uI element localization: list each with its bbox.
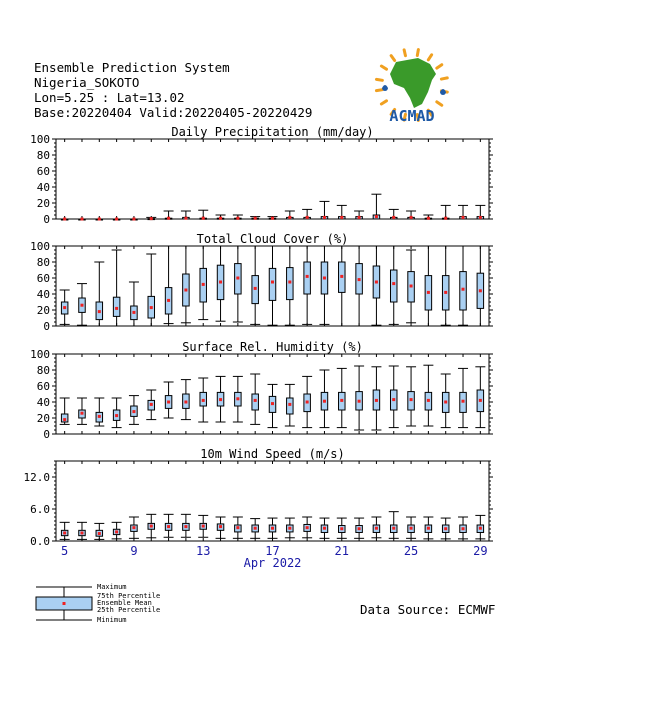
x-axis-title: Apr 2022 [243, 556, 302, 570]
mean-marker [184, 525, 187, 528]
logo-ray [441, 78, 447, 79]
panel-title: Daily Precipitation (mm/day) [171, 125, 374, 139]
mean-marker [323, 277, 326, 280]
mean-marker [427, 527, 430, 530]
y-tick-label: 80 [36, 149, 50, 162]
mean-marker [254, 217, 257, 220]
x-axis-labels [61, 544, 488, 570]
y-tick-label: 80 [36, 256, 50, 269]
header-dates: Base:20220404 Valid:20220405-20220429 [34, 105, 313, 120]
mean-marker [115, 414, 118, 417]
mean-marker [63, 532, 66, 535]
logo-ray [381, 66, 386, 69]
mean-marker [358, 527, 361, 530]
mean-marker [132, 410, 135, 413]
mean-marker [219, 217, 222, 220]
header-coords: Lon=5.25 : Lat=13.02 [34, 90, 185, 105]
y-tick-label: 100 [30, 348, 50, 361]
header-station: Nigeria_SOKOTO [34, 75, 140, 90]
y-tick-label: 60 [36, 272, 50, 285]
logo-ray [417, 50, 418, 56]
mean-marker [410, 216, 413, 219]
mean-marker [132, 526, 135, 529]
y-tick-label: 0.0 [30, 535, 50, 548]
mean-marker [236, 277, 239, 280]
panel-title: Total Cloud Cover (%) [196, 232, 349, 246]
y-tick-label: 20 [36, 412, 50, 425]
mean-marker [462, 527, 465, 530]
mean-marker [323, 527, 326, 530]
mean-marker [271, 527, 274, 530]
mean-marker [392, 282, 395, 285]
logo-ray [376, 79, 382, 80]
iqr-box [269, 268, 276, 300]
mean-marker [462, 400, 465, 403]
mean-marker [392, 398, 395, 401]
panel-frame [56, 139, 489, 219]
mean-marker [306, 216, 309, 219]
mean-marker [98, 218, 101, 221]
mean-marker [375, 215, 378, 218]
mean-marker [375, 281, 378, 284]
mean-marker [288, 403, 291, 406]
mean-marker [444, 291, 447, 294]
mean-marker [254, 399, 257, 402]
legend-glyph [36, 587, 92, 620]
mean-marker [340, 275, 343, 278]
mean-marker [202, 217, 205, 220]
y-tick-label: 60 [36, 165, 50, 178]
mean-marker [479, 399, 482, 402]
y-tick-label: 80 [36, 364, 50, 377]
africa-icon [390, 58, 436, 108]
mean-marker [167, 217, 170, 220]
mean-marker [184, 401, 187, 404]
mean-marker [306, 526, 309, 529]
mean-marker [219, 281, 222, 284]
logo-ray [437, 102, 442, 105]
iqr-box [252, 394, 259, 410]
iqr-box [390, 270, 397, 302]
mean-marker [288, 281, 291, 284]
panel-title: 10m Wind Speed (m/s) [200, 447, 345, 461]
mean-marker [410, 527, 413, 530]
mean-marker [98, 310, 101, 313]
iqr-box [304, 262, 311, 294]
mean-marker [462, 216, 465, 219]
mean-marker [288, 216, 291, 219]
mean-marker [323, 216, 326, 219]
mean-marker [236, 526, 239, 529]
logo-ray [376, 90, 382, 91]
mean-marker [202, 525, 205, 528]
acmad-logo [376, 50, 447, 125]
panel-title: Surface Rel. Humidity (%) [182, 340, 363, 354]
x-tick-label: 25 [403, 544, 419, 558]
mean-marker [167, 299, 170, 302]
mean-marker [462, 288, 465, 291]
legend-mean-marker [63, 602, 66, 605]
mean-marker [427, 217, 430, 220]
logo-ray [381, 101, 386, 104]
legend-p25-label: 25th Percentile [97, 606, 161, 614]
mean-marker [202, 399, 205, 402]
mean-marker [410, 285, 413, 288]
mean-marker [375, 399, 378, 402]
mean-marker [115, 307, 118, 310]
y-tick-label: 100 [30, 240, 50, 253]
mean-marker [63, 306, 66, 309]
mean-marker [115, 218, 118, 221]
panel-3 [30, 340, 493, 441]
x-tick-label: 21 [334, 544, 350, 558]
logo-ray [437, 65, 442, 68]
legend-p75-label: 75th Percentile [97, 592, 161, 600]
legend-mean-label: Ensemble Mean [97, 599, 152, 607]
x-tick-label: 13 [195, 544, 211, 558]
panel-4 [24, 447, 494, 548]
y-tick-label: 6.0 [30, 503, 50, 516]
mean-marker [132, 311, 135, 314]
mean-marker [340, 399, 343, 402]
mean-marker [392, 527, 395, 530]
logo-text: ACMAD [389, 107, 435, 125]
header-title: Ensemble Prediction System [34, 60, 230, 75]
mean-marker [202, 283, 205, 286]
mean-marker [479, 289, 482, 292]
logo-ray [404, 50, 405, 56]
mean-marker [63, 218, 66, 221]
mean-marker [80, 532, 83, 535]
mean-marker [219, 525, 222, 528]
mean-marker [236, 217, 239, 220]
mean-marker [306, 275, 309, 278]
mean-marker [444, 401, 447, 404]
y-tick-label: 20 [36, 304, 50, 317]
iqr-box [113, 297, 120, 316]
y-tick-label: 100 [30, 133, 50, 146]
mean-marker [63, 418, 66, 421]
mean-marker [219, 398, 222, 401]
mean-marker [254, 287, 257, 290]
mean-marker [271, 217, 274, 220]
data-source: Data Source: ECMWF [360, 602, 496, 617]
mean-marker [167, 525, 170, 528]
iqr-box [287, 398, 294, 414]
legend-min-label: Minimum [97, 616, 127, 624]
logo-ray [391, 56, 394, 61]
mean-marker [410, 398, 413, 401]
mean-marker [271, 281, 274, 284]
mean-marker [427, 291, 430, 294]
mean-marker [358, 400, 361, 403]
y-tick-label: 20 [36, 197, 50, 210]
mean-marker [444, 527, 447, 530]
mean-marker [236, 397, 239, 400]
mean-marker [132, 218, 135, 221]
y-tick-label: 0 [43, 320, 50, 333]
y-tick-label: 40 [36, 288, 50, 301]
panel-1 [30, 125, 493, 226]
legend-max-label: Maximum [97, 583, 127, 591]
mean-marker [306, 401, 309, 404]
x-tick-label: 5 [61, 544, 69, 558]
mean-marker [80, 304, 83, 307]
mean-marker [358, 278, 361, 281]
x-tick-label: 17 [265, 544, 280, 558]
mean-marker [358, 216, 361, 219]
mean-marker [427, 399, 430, 402]
mean-marker [444, 217, 447, 220]
logo-ray [428, 55, 431, 60]
mean-marker [150, 403, 153, 406]
mean-marker [392, 216, 395, 219]
mean-marker [340, 216, 343, 219]
y-tick-label: 40 [36, 181, 50, 194]
y-tick-label: 40 [36, 396, 50, 409]
mean-marker [80, 218, 83, 221]
iqr-box [287, 268, 294, 300]
mean-marker [323, 400, 326, 403]
panel-2 [30, 232, 493, 333]
mean-marker [150, 217, 153, 220]
y-tick-label: 12.0 [23, 471, 50, 484]
mean-marker [150, 306, 153, 309]
mean-marker [167, 401, 170, 404]
mean-marker [479, 216, 482, 219]
mean-marker [98, 532, 101, 535]
mean-marker [340, 527, 343, 530]
mean-marker [80, 412, 83, 415]
iqr-box [460, 272, 467, 310]
mean-marker [375, 527, 378, 530]
mean-marker [479, 527, 482, 530]
mean-marker [184, 217, 187, 220]
x-tick-label: 9 [130, 544, 138, 558]
y-tick-label: 0 [43, 213, 50, 226]
mean-marker [184, 289, 187, 292]
mean-marker [271, 402, 274, 405]
mean-marker [150, 525, 153, 528]
y-tick-label: 0 [43, 428, 50, 441]
y-tick-label: 60 [36, 380, 50, 393]
x-tick-label: 29 [473, 544, 488, 558]
mean-marker [254, 527, 257, 530]
mean-marker [98, 415, 101, 418]
mean-marker [288, 527, 291, 530]
mean-marker [115, 530, 118, 533]
drop-icon [382, 85, 388, 91]
